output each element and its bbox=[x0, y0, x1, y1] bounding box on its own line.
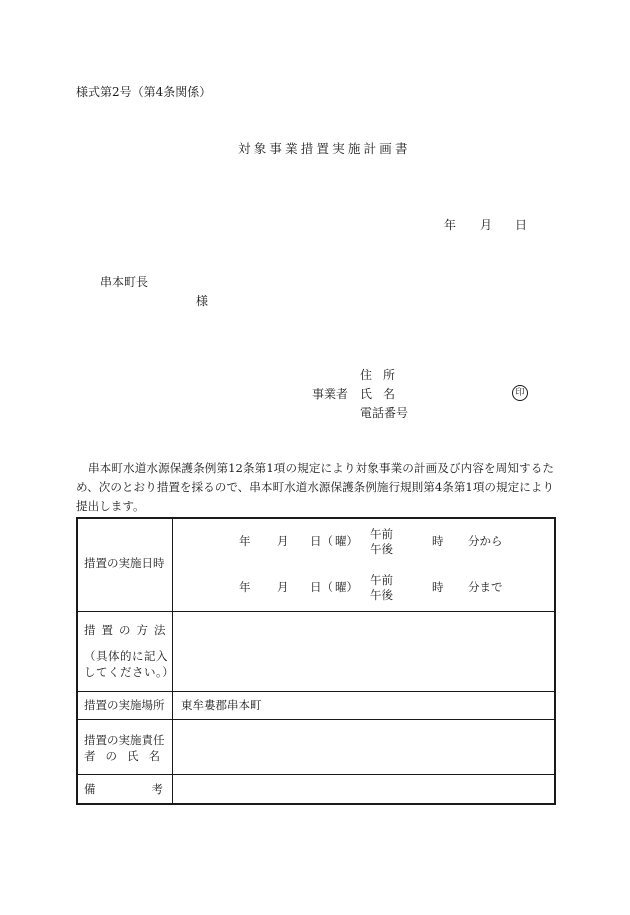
document-title: 対象事業措置実施計画書 bbox=[238, 141, 411, 156]
date-year-label: 年 bbox=[444, 218, 457, 232]
place-input[interactable]: 東牟婁郡串本町 bbox=[181, 698, 262, 712]
responsible-input[interactable] bbox=[181, 735, 551, 767]
end-pm-label: 午後 bbox=[370, 588, 393, 602]
end-weekday-label: 曜） bbox=[335, 580, 358, 594]
method-note-line1: （具体的に記入 bbox=[84, 649, 168, 663]
start-year-label: 年 bbox=[239, 534, 251, 548]
datetime-end[interactable] bbox=[173, 565, 554, 611]
start-hour-label: 時 bbox=[432, 534, 444, 548]
method-label: 措置の方法 bbox=[84, 623, 172, 637]
date-month-label: 月 bbox=[480, 218, 493, 232]
applicant-name-label: 氏名 bbox=[360, 387, 407, 401]
responsible-label-line2: 者の氏名 bbox=[84, 749, 170, 763]
form-number: 様式第2号（第4条関係） bbox=[76, 85, 212, 99]
row-remarks bbox=[78, 774, 554, 804]
start-am-label: 午前 bbox=[370, 527, 393, 541]
body-paragraph: 串本町水道水源保護条例第12条第1項の規定により対象事業の計画及び内容を周知するため、次のとおり措置を採るので、串本町水道水源保護条例施行規則第4条第1項の規定により提出します。 bbox=[76, 461, 554, 513]
date-day-label: 日 bbox=[515, 218, 528, 232]
start-suffix-label: 分から bbox=[468, 534, 503, 548]
applicant-business-label: 事業者 bbox=[312, 387, 349, 401]
row-responsible bbox=[78, 719, 554, 775]
row-place bbox=[78, 691, 554, 720]
method-note-line2: してください。） bbox=[84, 665, 175, 679]
end-hour-label: 時 bbox=[432, 580, 444, 594]
remarks-label: 備考 bbox=[84, 782, 219, 796]
form-table bbox=[76, 517, 556, 805]
end-day-label: 日（ bbox=[310, 580, 333, 594]
place-label: 措置の実施場所 bbox=[84, 698, 165, 712]
start-weekday-label: 曜） bbox=[335, 534, 358, 548]
applicant-address-label: 住所 bbox=[360, 368, 407, 382]
end-am-label: 午前 bbox=[370, 573, 393, 587]
datetime-start[interactable] bbox=[173, 519, 554, 565]
end-suffix-label: 分まで bbox=[468, 580, 503, 594]
applicant-phone-label: 電話番号 bbox=[360, 406, 409, 420]
addressee-honorific: 様 bbox=[196, 294, 209, 308]
start-day-label: 日（ bbox=[310, 534, 333, 548]
method-input[interactable] bbox=[181, 625, 551, 685]
start-pm-label: 午後 bbox=[370, 542, 393, 556]
start-month-label: 月 bbox=[277, 534, 289, 548]
end-month-label: 月 bbox=[277, 580, 289, 594]
responsible-label-line1: 措置の実施責任 bbox=[84, 733, 165, 747]
datetime-label: 措置の実施日時 bbox=[84, 556, 165, 570]
addressee-mayor: 串本町長 bbox=[100, 275, 149, 289]
row-datetime bbox=[78, 519, 554, 611]
seal-mark: 印 bbox=[512, 385, 528, 401]
row-method bbox=[78, 611, 554, 692]
end-year-label: 年 bbox=[239, 580, 251, 594]
